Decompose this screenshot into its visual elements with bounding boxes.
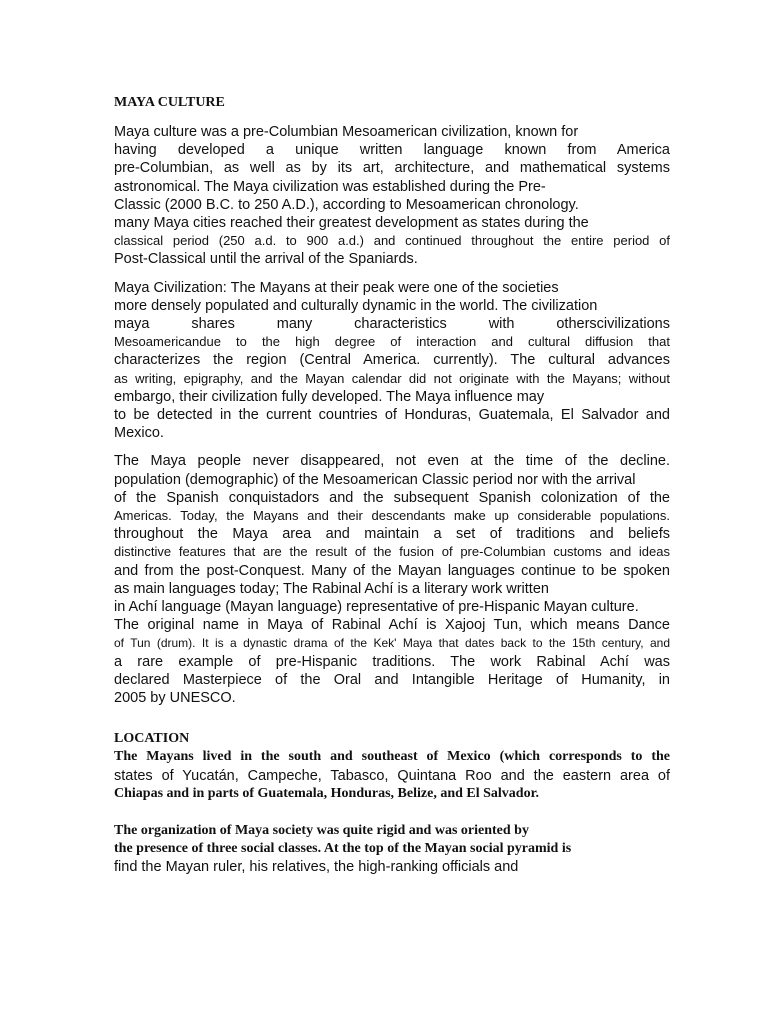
text-line: embargo, their civilization fully developed. The Maya influence may xyxy=(114,388,545,405)
text-line: Classic (2000 B.C. to 250 A.D.), according to Mesoamerican chronology. xyxy=(114,196,579,213)
text-line: Chiapas and in parts of Guatemala, Honduras, Belize, and El Salvador. xyxy=(114,785,540,801)
text-line: of the Spanish conquistadors and the subsequent Spanish colonization of the xyxy=(114,489,670,506)
text-line: many Maya cities reached their greatest development as states during the xyxy=(114,215,589,232)
text-line: Maya culture was a pre-Columbian Mesoamerican civilization, known for xyxy=(114,124,579,140)
text-line: maya shares many characteristics with otherscivilizations xyxy=(114,316,670,333)
text-line: The organization of Maya society was quite rigid and was oriented by xyxy=(114,822,529,838)
text-line: classical period (250 a.d. to 900 a.d.) and continued throughout the entire period of xyxy=(114,233,670,249)
text-line: 2005 by UNESCO. xyxy=(114,690,236,707)
text-line: characterizes the region (Central America. currently). The cultural advances xyxy=(114,352,670,369)
text-line: Mesoamericandue to the high degree of interaction and cultural diffusion that xyxy=(114,334,670,350)
location-heading: LOCATION xyxy=(114,731,190,747)
paragraph-maya-people xyxy=(114,452,670,707)
text-line: having developed a unique written language known from America xyxy=(114,142,670,159)
maya-culture-heading: MAYA CULTURE xyxy=(114,95,225,110)
text-line: population (demographic) of the Mesoamerican Classic period nor with the arrival xyxy=(114,471,636,488)
text-line: in Achí language (Mayan language) representative of pre-Hispanic Mayan culture. xyxy=(114,599,639,616)
document-page xyxy=(114,92,670,877)
text-line: of Tun (drum). It is a dynastic drama of the Kek' Maya that dates back to the 15th century, and xyxy=(114,636,670,651)
paragraph-society xyxy=(114,822,670,877)
text-line: the presence of three social classes. At the top of the Mayan social pyramid is xyxy=(114,841,572,857)
text-line: Maya Civilization: The Mayans at their peak were one of the societies xyxy=(114,279,559,296)
text-line: as writing, epigraphy, and the Mayan calendar did not originate with the Mayans; without xyxy=(114,370,670,386)
text-line: The Maya people never disappeared, not even at the time of the decline. xyxy=(114,453,670,470)
text-line: states of Yucatán, Campeche, Tabasco, Quintana Roo and the eastern area of xyxy=(114,767,670,784)
text-line: throughout the Maya area and maintain a set of traditions and beliefs xyxy=(114,526,670,543)
text-line: The original name in Maya of Rabinal Achí is Xajooj Tun, which means Dance xyxy=(114,617,670,634)
text-line: Post-Classical until the arrival of the Spaniards. xyxy=(114,251,418,268)
text-line: as main languages today; The Rabinal Achí is a literary work written xyxy=(114,580,549,597)
text-line: find the Mayan ruler, his relatives, the high-ranking officials and xyxy=(114,859,519,876)
text-line: more densely populated and culturally dynamic in the world. The civilization xyxy=(114,297,598,314)
text-line: a rare example of pre-Hispanic traditions. The work Rabinal Achí was xyxy=(114,653,670,670)
paragraph-intro xyxy=(114,123,670,269)
text-line: declared Masterpiece of the Oral and Intangible Heritage of Humanity, in xyxy=(114,671,670,688)
text-line: pre-Columbian, as well as by its art, architecture, and mathematical systems xyxy=(114,160,670,177)
paragraph-civilization xyxy=(114,279,670,443)
text-line: astronomical. The Maya civilization was established during the Pre- xyxy=(114,178,546,195)
text-line: to be detected in the current countries of Honduras, Guatemala, El Salvador and xyxy=(114,407,670,424)
text-line: distinctive features that are the result of the fusion of pre-Columbian customs and ideas xyxy=(114,544,670,560)
text-line: Mexico. xyxy=(114,425,164,442)
text-line: Americas. Today, the Mayans and their descendants make up considerable populations. xyxy=(114,508,670,524)
paragraph-location xyxy=(114,748,670,803)
text-line: and from the post-Conquest. Many of the Mayan languages continue to be spoken xyxy=(114,562,670,579)
text-line: The Mayans lived in the south and southeast of Mexico (which corresponds to the xyxy=(114,749,670,765)
